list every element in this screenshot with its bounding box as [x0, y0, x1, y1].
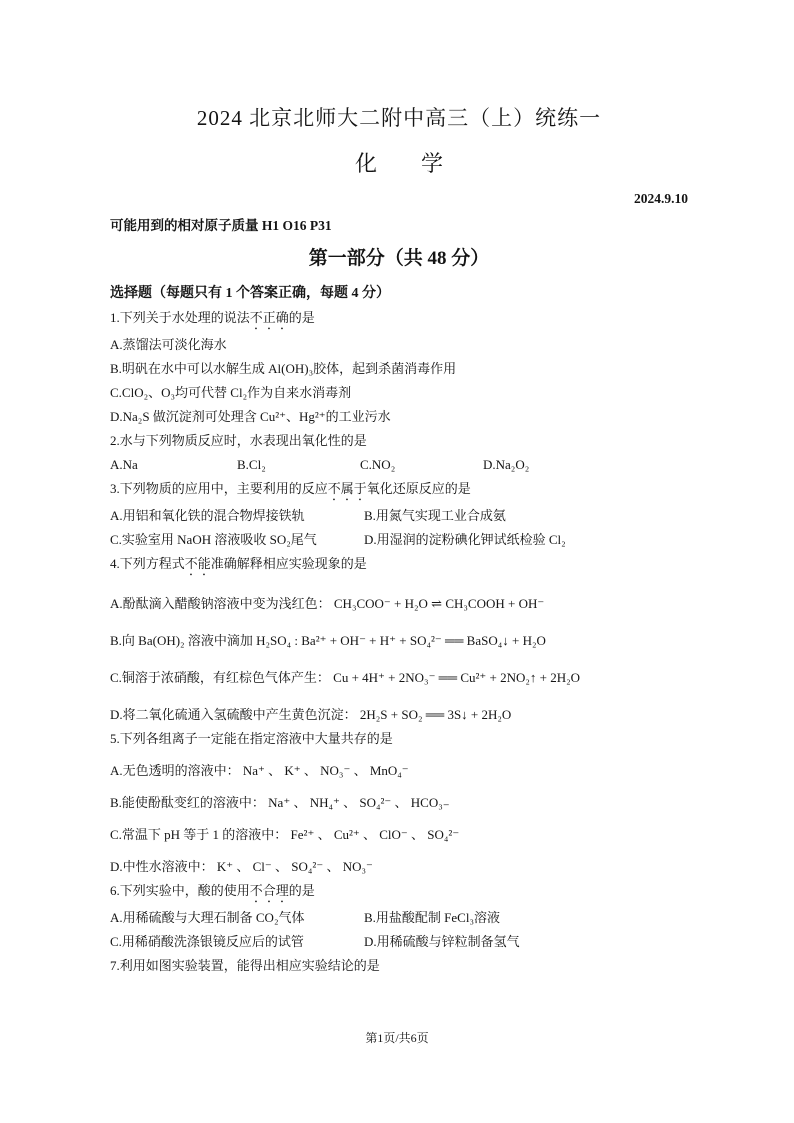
stem-text: 6.下列实验中，酸的使用	[110, 883, 250, 898]
option-b: B.向 Ba(OH)₂ 溶液中滴加 H₂SO₄ : Ba²⁺ + OH⁻ + H⁺ + SO₄²⁻ ══ BaSO₄↓ + H₂O	[110, 633, 546, 648]
stem-text: 3.下列物质的应用中，主要利用的反应	[110, 481, 328, 496]
question-4-stem	[110, 552, 688, 579]
question-1-options	[110, 333, 688, 429]
stem-text: 7.利用如图实验装置，能得出相应实验结论的是	[110, 958, 380, 973]
atomic-mass-note: 可能用到的相对原子质量 H1 O16 P31	[110, 218, 332, 233]
stem-text: 1.下列关于水处理的说法	[110, 310, 250, 325]
option-b: B.Cl₂	[237, 457, 266, 472]
option-c: C.实验室用 NaOH 溶液吸收 SO₂尾气	[110, 532, 317, 547]
question-6	[110, 879, 688, 954]
stem-text: 准确解释相应实验现象的是	[210, 556, 367, 571]
option-b: B.能使酚酞变红的溶液中： Na⁺ 、 NH₄⁺ 、 SO₄²⁻ 、 HCO₃₋	[110, 795, 450, 810]
question-5-stem	[110, 727, 688, 751]
stem-text: 2.水与下列物质反应时，水表现出氧化性的是	[110, 433, 367, 448]
option-a: A.酚酞滴入醋酸钠溶液中变为浅红色： CH₃COO⁻ + H₂O ⇌ CH₃COOH + OH⁻	[110, 596, 545, 611]
stem-text: 氧化还原反应的是	[366, 481, 471, 496]
option-b: B.用盐酸配制 FeCl₃溶液	[364, 910, 500, 925]
stem-emphasis: 不合理	[249, 883, 289, 898]
stem-emphasis: 不属于	[327, 481, 367, 496]
option-d: D.将二氧化硫通入氢硫酸中产生黄色沉淀： 2H₂S + SO₂ ══ 3S↓ + 2H₂O	[110, 707, 512, 722]
part-heading: 第一部分（共 48 分）	[308, 248, 490, 269]
question-4-options	[110, 592, 688, 727]
question-2-options	[110, 453, 688, 477]
option-a: A.Na	[110, 457, 138, 472]
stem-text: 的是	[288, 310, 315, 325]
option-d: D.Na₂S 做沉淀剂可处理含 Cu²⁺、Hg²⁺的工业污水	[110, 409, 391, 424]
question-7-stem	[110, 954, 688, 978]
question-3	[110, 477, 688, 552]
question-3-options	[110, 504, 688, 552]
option-c: C.ClO₂、O₃均可代替 Cl₂作为自来水消毒剂	[110, 385, 352, 400]
option-b: B.明矾在水中可以水解生成 Al(OH)₃胶体，起到杀菌消毒作用	[110, 361, 457, 376]
stem-text: 的是	[288, 883, 315, 898]
option-c: C.用稀硝酸洗涤银镜反应后的试管	[110, 934, 304, 949]
question-3-stem	[110, 477, 688, 504]
question-1	[110, 306, 688, 429]
stem-text: 5.下列各组离子一定能在指定溶液中大量共存的是	[110, 731, 393, 746]
question-4	[110, 552, 688, 727]
option-d: D.用湿润的淀粉碘化钾试纸检验 Cl₂	[364, 532, 566, 547]
option-c: C.铜溶于浓硝酸，有红棕色气体产生： Cu + 4H⁺ + 2NO₃⁻ ══ Cu²⁺ + 2NO₂↑ + 2H₂O	[110, 670, 581, 685]
stem-emphasis: 不能	[184, 556, 211, 571]
stem-text: 4.下列方程式	[110, 556, 185, 571]
question-2-stem	[110, 429, 688, 453]
question-6-options	[110, 906, 688, 954]
question-2	[110, 429, 688, 477]
option-c: C.NO₂	[360, 457, 396, 472]
option-d: D.中性水溶液中： K⁺ 、 Cl⁻ 、 SO₄²⁻ 、 NO₃⁻	[110, 859, 373, 874]
question-1-stem	[110, 306, 688, 333]
question-5-options	[110, 759, 688, 879]
option-c: C.常温下 pH 等于 1 的溶液中： Fe²⁺ 、 Cu²⁺ 、 ClO⁻ 、 SO₄²⁻	[110, 827, 460, 842]
subject-title: 化 学	[354, 151, 443, 176]
question-6-stem	[110, 879, 688, 906]
exam-date: 2024.9.10	[634, 191, 688, 206]
section-heading: 选择题（每题只有 1 个答案正确，每题 4 分）	[110, 286, 390, 301]
option-a: A.蒸馏法可淡化海水	[110, 337, 227, 352]
option-a: A.无色透明的溶液中： Na⁺ 、 K⁺ 、 NO₃⁻ 、 MnO₄⁻	[110, 763, 409, 778]
question-7	[110, 954, 688, 978]
option-a: A.用稀硫酸与大理石制备 CO₂气体	[110, 910, 305, 925]
option-d: D.用稀硫酸与锌粒制备氢气	[364, 934, 520, 949]
option-b: B.用氮气实现工业合成氨	[364, 508, 506, 523]
question-5	[110, 727, 688, 879]
option-d: D.Na₂O₂	[483, 457, 530, 472]
page-title: 2024 北京北师大二附中高三（上）统练一	[196, 106, 602, 130]
page-footer: 第1页/共6页	[365, 1031, 429, 1045]
stem-emphasis: 不正确	[249, 310, 289, 325]
option-a: A.用铝和氧化铁的混合物焊接铁轨	[110, 508, 305, 523]
